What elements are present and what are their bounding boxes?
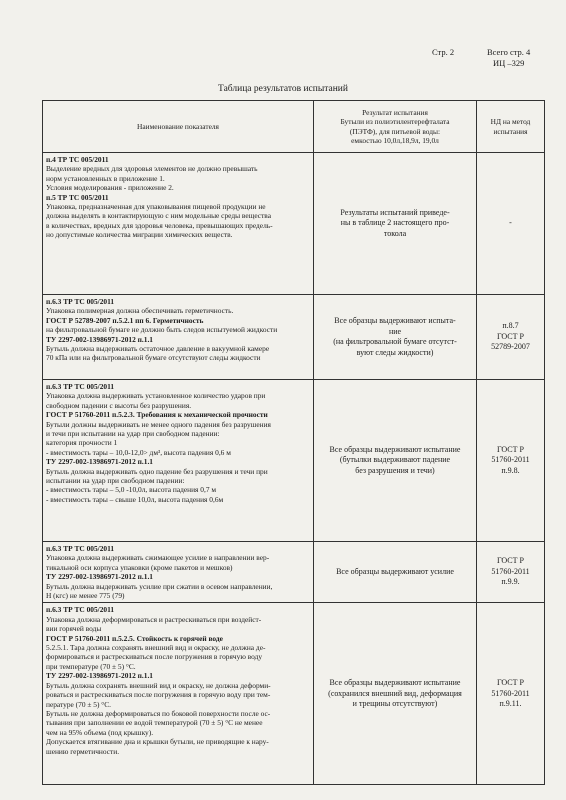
requirement-reference: п.6.3 ТР ТС 005/2011 <box>46 544 115 553</box>
requirement-text: и течи при испытании на удар при свободном падении: <box>46 429 220 439</box>
indicator-cell <box>43 295 314 380</box>
result-text: Все образцы выдерживают испыта- <box>334 316 456 325</box>
requirement-text: Н (кгс) не менее 775 (79) <box>46 591 125 601</box>
result-text: токола <box>383 228 407 238</box>
result-text: ны в таблице 2 настоящего про- <box>340 218 450 228</box>
requirement-text: пературе (70 ± 5) °С. <box>46 699 112 709</box>
requirement-text: Упаковка должна выдерживать сжимающее усилие в направлении вер- <box>46 553 270 563</box>
requirement-reference: ТУ 2297-002-13986971-2012 п.1.1 <box>46 572 153 582</box>
document-number: ИЦ –329 <box>492 58 525 68</box>
requirement-text: в количествах, вредных для здоровья человека, превышающих предель- <box>46 220 273 230</box>
requirement-text: Выделение вредных для здоровья элементов не должно превышать <box>46 164 258 174</box>
method-cell <box>477 542 545 603</box>
requirement-text: - вместимость тары – свыше 10,0л, высота падения 0,6м <box>46 494 224 504</box>
header-result-line: Бутыли из полиэтилентерефталата <box>340 117 450 127</box>
method-cell <box>477 153 545 295</box>
method-cell <box>477 380 545 542</box>
method-text: ГОСТ Р <box>497 331 524 341</box>
header-result <box>314 101 477 153</box>
indicator-cell <box>43 153 314 295</box>
table-row <box>43 153 545 295</box>
header-indicator: Наименование показателя <box>43 101 314 153</box>
indicator-cell <box>43 380 314 542</box>
result-text: (на фильтровальной бумаге отсутст- <box>333 337 457 346</box>
result-text: (бутылки выдерживают падение <box>339 455 451 465</box>
requirement-text: 5.2.5.1. Тара должна сохранять внешний вид и окраску, не должна де- <box>46 643 266 653</box>
requirement-reference: п.6.3 ТР ТС 005/2011 <box>46 382 115 391</box>
indicator-cell <box>43 542 314 603</box>
result-text: без разрушения и течи) <box>355 465 435 475</box>
result-text: (сохранился внешний вид, деформация <box>328 688 462 698</box>
method-text: - <box>509 218 512 228</box>
requirement-text: должна выделять в контактирующую с ним модельные среды вещества <box>46 211 271 221</box>
method-text: ГОСТ Р <box>497 444 524 454</box>
requirement-text: 70 кПа или на фильтровальной бумаге отсутствуют следы жидкости <box>46 353 261 363</box>
method-text: 51760-2011 <box>491 566 530 576</box>
requirement-text: Упаковка полимерная должна обеспечивать герметичность. <box>46 306 234 316</box>
requirement-reference: п.6.3 ТР ТС 005/2011 <box>46 605 115 615</box>
requirement-text: Упаковка, предназначенная для упаковывания пищевой продукции не <box>46 202 266 212</box>
requirement-text: Бутыль должна выдерживать одно падение без разрушения и течи при <box>46 466 268 476</box>
method-text: 51760-2011 <box>491 455 530 465</box>
result-text: ние <box>388 326 402 336</box>
header-method-line: испытания <box>493 126 528 136</box>
indicator-cell <box>43 603 314 785</box>
result-text: Результаты испытаний приведе- <box>340 207 450 217</box>
header-result-line: емкостью 10,0л,18,9л, 19,0л <box>351 135 439 145</box>
table-row <box>43 380 545 542</box>
requirement-text: шению герметичности. <box>46 746 120 756</box>
result-cell <box>314 603 477 785</box>
requirement-reference: п.5 ТР ТС 005/2011 <box>46 192 109 202</box>
result-cell <box>314 153 477 295</box>
requirement-reference: ГОСТ Р 52789-2007 п.5.2.1 пп 6. Герметичность <box>46 315 204 325</box>
requirement-text: Бутыль должна выдерживать усилие при сжатии в осевом направлении, <box>46 581 273 591</box>
requirement-text: категория прочности 1 <box>46 438 118 448</box>
method-text: ГОСТ Р <box>497 678 524 688</box>
method-cell <box>477 603 545 785</box>
requirement-text: Упаковка должна деформироваться и растрескиваться при воздейст- <box>46 614 262 624</box>
page-count-block <box>487 47 530 69</box>
table-header-row <box>43 101 545 153</box>
requirement-text: на фильтровальной бумаге не должно быть следов испытуемой жидкости <box>46 325 278 335</box>
requirement-text: роваться и растрескиваться после погружения в горячую воду при тем- <box>46 690 271 700</box>
method-text: 51760-2011 <box>491 688 530 698</box>
total-pages: Всего стр. 4 <box>487 47 531 57</box>
requirement-text: вии горячей воды <box>46 624 102 634</box>
results-table <box>42 100 545 785</box>
result-cell <box>314 542 477 603</box>
requirement-reference: п.4 ТР ТС 005/2011 <box>46 155 109 164</box>
requirement-text: Допускается втягивание дна и крышки бутыли, не приводящие к нару- <box>46 737 269 747</box>
header-method <box>477 101 545 153</box>
method-text: п.8.7 <box>502 321 519 331</box>
result-text: Все образцы выдерживают усилие <box>336 566 454 576</box>
requirement-text: но допустимые количества миграции химических веществ. <box>46 230 233 240</box>
requirement-reference: ТУ 2297-002-13986971-2012 п.1.1 <box>46 671 153 681</box>
table-row <box>43 542 545 603</box>
method-text: п.9.8. <box>501 465 520 475</box>
header-result-line: Результат испытания <box>362 107 428 117</box>
requirement-text: чем на 95% объема (под крышку). <box>46 727 154 737</box>
method-text: 52789-2007 <box>491 342 530 352</box>
result-text: Все образцы выдерживают испытание <box>329 678 461 688</box>
table-row <box>43 295 545 380</box>
result-text: и трещины отсутствуют) <box>352 699 438 709</box>
requirement-reference: ТУ 2297-002-13986971-2012 п.1.1 <box>46 457 153 467</box>
requirement-reference: ГОСТ Р 51760-2011 п.5.2.5. Стойкость к горячей воде <box>46 633 223 643</box>
requirement-text: формироваться и растрескиваться после погружения в горячую воду <box>46 652 263 662</box>
requirement-text: - вместимость тары – 5,0 -10,0л, высота падения 0,7 м <box>46 485 217 495</box>
table-title: Таблица результатов испытаний <box>218 84 348 94</box>
result-cell <box>314 380 477 542</box>
result-text: вуют следы жидкости) <box>356 347 434 357</box>
requirement-text: - вместимость тары – 10,0-12,0> дм³, высота падения 0,6 м <box>46 447 231 457</box>
requirement-text: Бутыль не должна деформироваться по боковой поверхности после ос- <box>46 708 271 718</box>
requirement-text: Условия моделирования - приложение 2. <box>46 183 174 193</box>
requirement-text: испытании на удар при свободном падении: <box>46 476 185 486</box>
requirement-text: тикальной оси корпуса упаковки (кроме пакетов и мешков) <box>46 562 233 572</box>
method-text: ГОСТ Р <box>497 556 524 566</box>
requirement-text: Бутыли должны выдерживать не менее одного падения без разрушения <box>46 419 271 429</box>
requirement-text: тывания при заполнении ее водой температурой (70 ± 5) °С не менее <box>46 718 263 728</box>
requirement-text: Упаковка должна выдерживать установленное количество ударов при <box>46 391 266 401</box>
method-text: п.9.11. <box>499 699 522 709</box>
requirement-reference: ТУ 2297-002-13986971-2012 п.1.1 <box>46 334 153 344</box>
header-result-line: (ПЭТФ), для питьевой воды: <box>349 126 441 136</box>
page-number: Стр. 2 <box>432 47 455 57</box>
requirement-text: свободном падении с высоты без разрушения. <box>46 400 192 410</box>
table-row <box>43 603 545 785</box>
method-cell <box>477 295 545 380</box>
header-method-line: НД на метод <box>490 117 531 127</box>
result-text: Все образцы выдерживают испытание <box>329 444 461 454</box>
requirement-text: Бутыль должна выдерживать остаточное давление в вакуумной камере <box>46 344 270 354</box>
requirement-text: норм установленных в приложение 1. <box>46 173 165 183</box>
requirement-text: Бутыль должна сохранять внешний вид и окраску, не должна деформи- <box>46 680 271 690</box>
requirement-text: при температуре (70 ± 5) °С. <box>46 661 136 671</box>
requirement-reference: ГОСТ Р 51760-2011 п.5.2.3. Требования к механической прочности <box>46 410 268 420</box>
result-cell <box>314 295 477 380</box>
requirement-reference: п.6.3 ТР ТС 005/2011 <box>46 297 115 306</box>
method-text: п.9.9. <box>501 577 520 587</box>
